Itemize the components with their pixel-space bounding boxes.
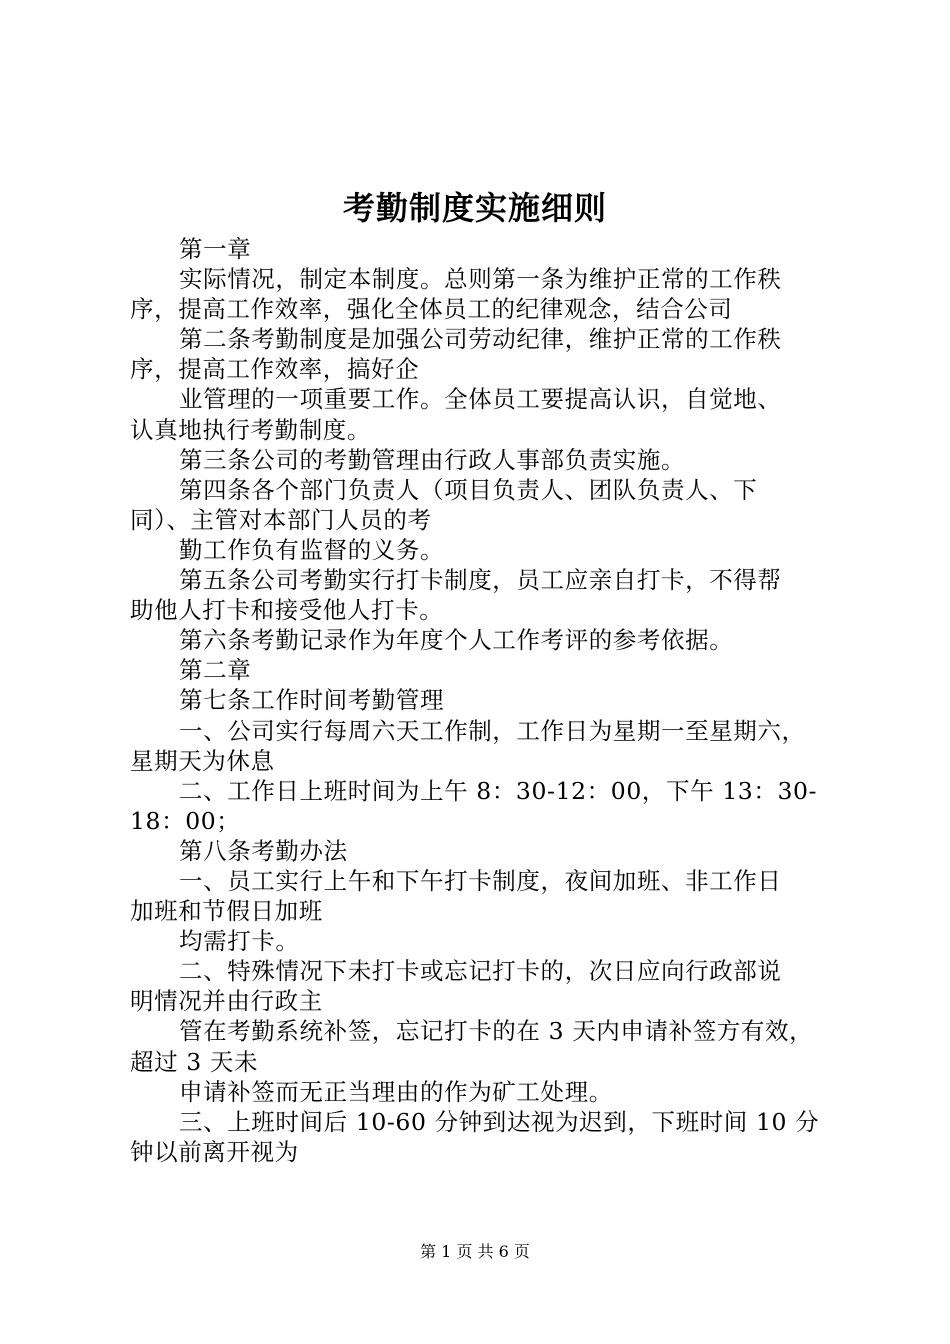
page-footer: 第 1 页 共 6 页	[420, 1242, 530, 1261]
body-line: 第一章	[179, 235, 252, 263]
body-line: 申请补签而无正当理由的作为矿工处理。	[179, 1077, 613, 1106]
body-line: 序，提高工作效率，强化全体员工的纪律观念，结合公司	[130, 295, 733, 324]
body-line: 超过 3 天未	[130, 1047, 259, 1076]
body-line: 钟以前离开视为	[130, 1137, 299, 1166]
body-line: 第二章	[179, 656, 252, 685]
body-line: 二、工作日上班时间为上午 8：30-12：00，下午 13：30-	[179, 776, 818, 805]
body-line: 一、公司实行每周六天工作制，工作日为星期一至星期六，	[179, 716, 806, 745]
body-line: 实际情况，制定本制度。总则第一条为维护正常的工作秩	[179, 265, 782, 294]
document-body	[130, 234, 835, 1167]
body-line: 均需打卡。	[179, 927, 300, 956]
body-line: 第六条考勤记录作为年度个人工作考评的参考依据。	[179, 626, 734, 655]
body-line: 二、特殊情况下未打卡或忘记打卡的，次日应向行政部说	[179, 957, 782, 986]
body-line: 序，提高工作效率，搞好企	[130, 355, 420, 384]
body-line: 第八条考勤办法	[179, 836, 348, 865]
body-line: 第五条公司考勤实行打卡制度，员工应亲自打卡，不得帮	[179, 566, 782, 595]
body-line: 第三条公司的考勤管理由行政人事部负责实施。	[179, 445, 686, 474]
body-line: 第七条工作时间考勤管理	[179, 686, 445, 715]
body-line: 同）、主管对本部门人员的考	[130, 505, 432, 534]
body-line: 第四条各个部门负责人（项目负责人、团队负责人、下	[179, 475, 758, 504]
body-line: 业管理的一项重要工作。全体员工要提高认识，自觉地、	[179, 385, 782, 414]
body-line: 星期天为休息	[130, 746, 275, 775]
body-line: 18：00；	[130, 806, 241, 835]
body-line: 第二条考勤制度是加强公司劳动纪律，维护正常的工作秩	[179, 325, 782, 354]
body-line: 认真地执行考勤制度。	[130, 415, 371, 444]
document-title: 考勤制度实施细则	[342, 189, 607, 227]
body-line: 管在考勤系统补签，忘记打卡的在 3 天内申请补签方有效，	[179, 1017, 814, 1046]
body-line: 助他人打卡和接受他人打卡。	[130, 596, 444, 625]
body-line: 一、员工实行上午和下午打卡制度，夜间加班、非工作日	[179, 866, 782, 895]
body-line: 三、上班时间后 10-60 分钟到达视为迟到，下班时间 10 分	[179, 1107, 820, 1136]
body-line: 勤工作负有监督的义务。	[179, 535, 445, 564]
body-line: 加班和节假日加班	[130, 897, 323, 926]
body-line: 明情况并由行政主	[130, 987, 323, 1016]
